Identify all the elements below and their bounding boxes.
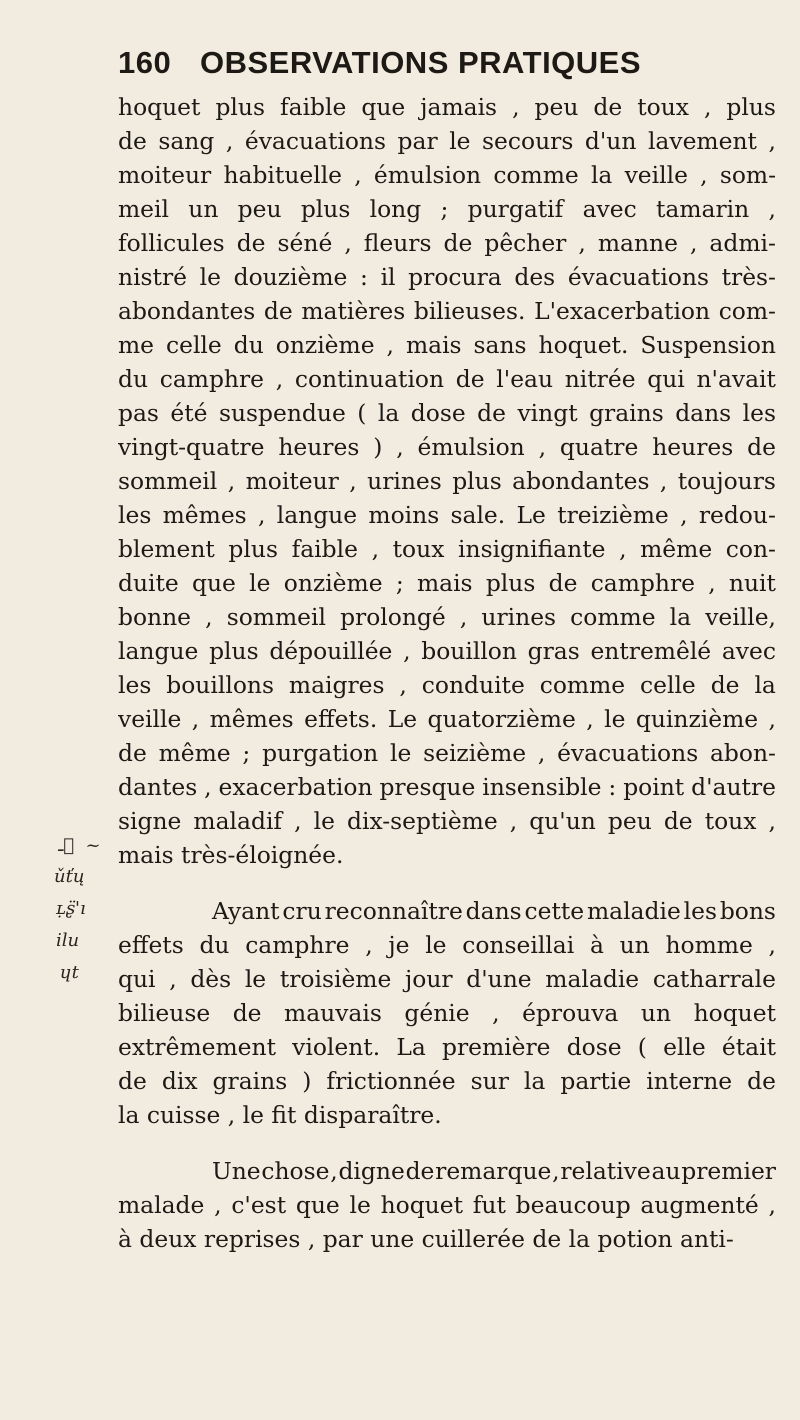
text-line: Ayant cru reconnaître dans cette maladie les bons <box>212 897 776 925</box>
body-text <box>118 90 776 1256</box>
margin-annotations <box>54 0 130 1420</box>
text-line: effets du camphre , je le conseillai à un homme , <box>118 931 776 959</box>
paragraph <box>118 90 776 872</box>
running-head <box>118 36 738 90</box>
text-line: les mêmes , langue moins sale. Le treizième , redou- <box>118 501 776 529</box>
text-line: de sang , évacuations par le secours d'un lavement , <box>118 127 776 155</box>
text-line: dantes , exacerbation presque insensible : point d'autre <box>118 773 776 801</box>
text-line: à deux reprises , par une cuillerée de la potion anti- <box>118 1225 734 1253</box>
paragraph-gap <box>118 872 776 894</box>
text-line: hoquet plus faible que jamais , peu de toux , plus <box>118 93 776 121</box>
running-title: OBSERVATIONS PRATIQUES <box>200 45 642 80</box>
text-line: langue plus dépouillée , bouillon gras entremêlé avec <box>118 637 776 665</box>
text-line: les bouillons maigres , conduite comme celle de la <box>118 671 776 699</box>
margin-note: ǔťų <box>54 866 85 887</box>
text-line: signe maladif , le dix-septième , qu'un peu de toux , <box>118 807 776 835</box>
text-line: mais très-éloignée. <box>118 841 344 869</box>
text-line: abondantes de matières bilieuses. L'exacerbation com- <box>118 297 776 325</box>
text-line: nistré le douzième : il procura des évacuations très- <box>118 263 776 291</box>
text-line: follicules de séné , fleurs de pêcher , manne , admi- <box>118 229 776 257</box>
text-line: du camphre , continuation de l'eau nitrée qui n'avait <box>118 365 776 393</box>
text-line: sommeil , moiteur , urines plus abondantes , toujours <box>118 467 776 495</box>
text-line: me celle du onzième , mais sans hoquet. Suspension <box>118 331 776 359</box>
text-line: veille , mêmes effets. Le quatorzième , le quinzième , <box>118 705 776 733</box>
text-line: blement plus faible , toux insignifiante , même con- <box>118 535 776 563</box>
text-line: meil un peu plus long ; purgatif avec tamarin , <box>118 195 776 223</box>
paragraph <box>118 894 776 1132</box>
margin-note: ilu <box>56 930 80 951</box>
paragraph-gap <box>118 1132 776 1154</box>
text-line: extrêmement violent. La première dose ( elle était <box>118 1033 776 1061</box>
text-line: vingt-quatre heures ) , émulsion , quatre heures de <box>118 433 776 461</box>
text-line: moiteur habituelle , émulsion comme la veille , som- <box>118 161 776 189</box>
text-line: pas été suspendue ( la dose de vingt grains dans les <box>118 399 776 427</box>
text-line: Une chose , digne de remarque , relative au premier <box>212 1157 776 1185</box>
text-line: la cuisse , le fit disparaître. <box>118 1101 442 1129</box>
text-line: malade , c'est que le hoquet fut beaucoup augmenté , <box>118 1191 776 1219</box>
margin-note: ɥt <box>60 962 79 983</box>
margin-note: ʟ̣ʂ̈'ı <box>56 898 86 919</box>
margin-note: ـ ٰ ~ <box>58 835 101 856</box>
text-line: de même ; purgation le seizième , évacuations abon- <box>118 739 776 767</box>
text-line: duite que le onzième ; mais plus de camphre , nuit <box>118 569 776 597</box>
text-line: qui , dès le troisième jour d'une maladie catharrale <box>118 965 776 993</box>
text-line: bilieuse de mauvais génie , éprouva un hoquet <box>118 999 776 1027</box>
paragraph <box>118 1154 776 1256</box>
page-number: 160 <box>118 45 172 80</box>
text-line: bonne , sommeil prolongé , urines comme la veille, <box>118 603 776 631</box>
text-line: de dix grains ) frictionnée sur la partie interne de <box>118 1067 776 1095</box>
